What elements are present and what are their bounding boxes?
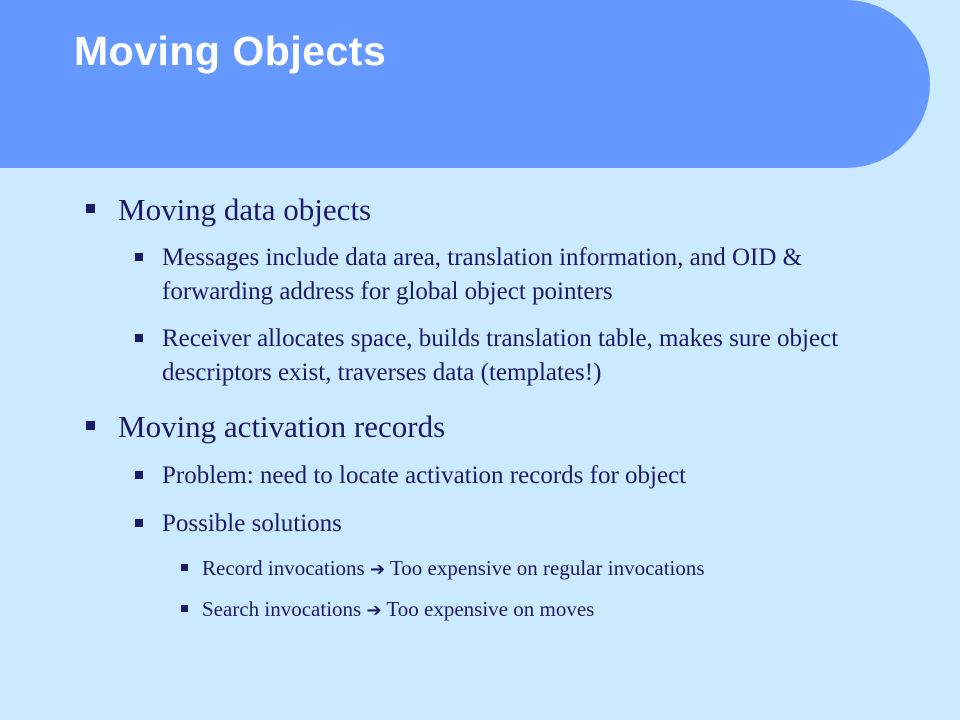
subbullet-text: Receiver allocates space, builds translation table, makes sure object descriptors exist, traverses data (templates!) bbox=[162, 325, 839, 386]
square-bullet-icon bbox=[181, 605, 188, 612]
slide-title: Moving Objects bbox=[74, 28, 387, 74]
square-bullet-icon bbox=[135, 253, 143, 261]
bullet-moving-activation-records bbox=[86, 408, 445, 446]
bullet-text: Moving data objects bbox=[118, 192, 372, 227]
subsubbullet-text bbox=[202, 595, 594, 625]
square-bullet-icon bbox=[135, 471, 143, 479]
right-arrow-icon: ➔ bbox=[369, 559, 386, 580]
square-bullet-icon bbox=[86, 421, 95, 430]
square-bullet-icon bbox=[135, 334, 143, 342]
subbullet-possible-solutions bbox=[135, 507, 882, 541]
subbullet-problem bbox=[135, 459, 882, 493]
subsubbullet-search-invocations bbox=[181, 595, 594, 625]
bullet-text: Moving activation records bbox=[118, 409, 446, 444]
square-bullet-icon bbox=[135, 519, 143, 527]
solution-label: Record invocations bbox=[202, 556, 365, 580]
subsubbullet-record-invocations bbox=[181, 554, 705, 584]
solution-label: Search invocations bbox=[202, 597, 362, 621]
subbullet-receiver bbox=[135, 322, 882, 390]
right-arrow-icon: ➔ bbox=[366, 600, 382, 621]
subbullet-text: Messages include data area, translation information, and OID & forwarding address for global object pointers bbox=[162, 244, 803, 305]
subbullet-text: Possible solutions bbox=[162, 510, 342, 537]
title-band bbox=[0, 0, 930, 168]
subbullet-messages bbox=[135, 241, 882, 309]
square-bullet-icon bbox=[181, 564, 188, 571]
square-bullet-icon bbox=[86, 204, 95, 213]
solution-result: Too expensive on moves bbox=[386, 597, 595, 621]
bullet-moving-data-objects bbox=[86, 191, 371, 229]
solution-result: Too expensive on regular invocations bbox=[389, 556, 705, 580]
subbullet-text: Problem: need to locate activation records for object bbox=[162, 462, 687, 489]
subsubbullet-text bbox=[202, 554, 705, 584]
